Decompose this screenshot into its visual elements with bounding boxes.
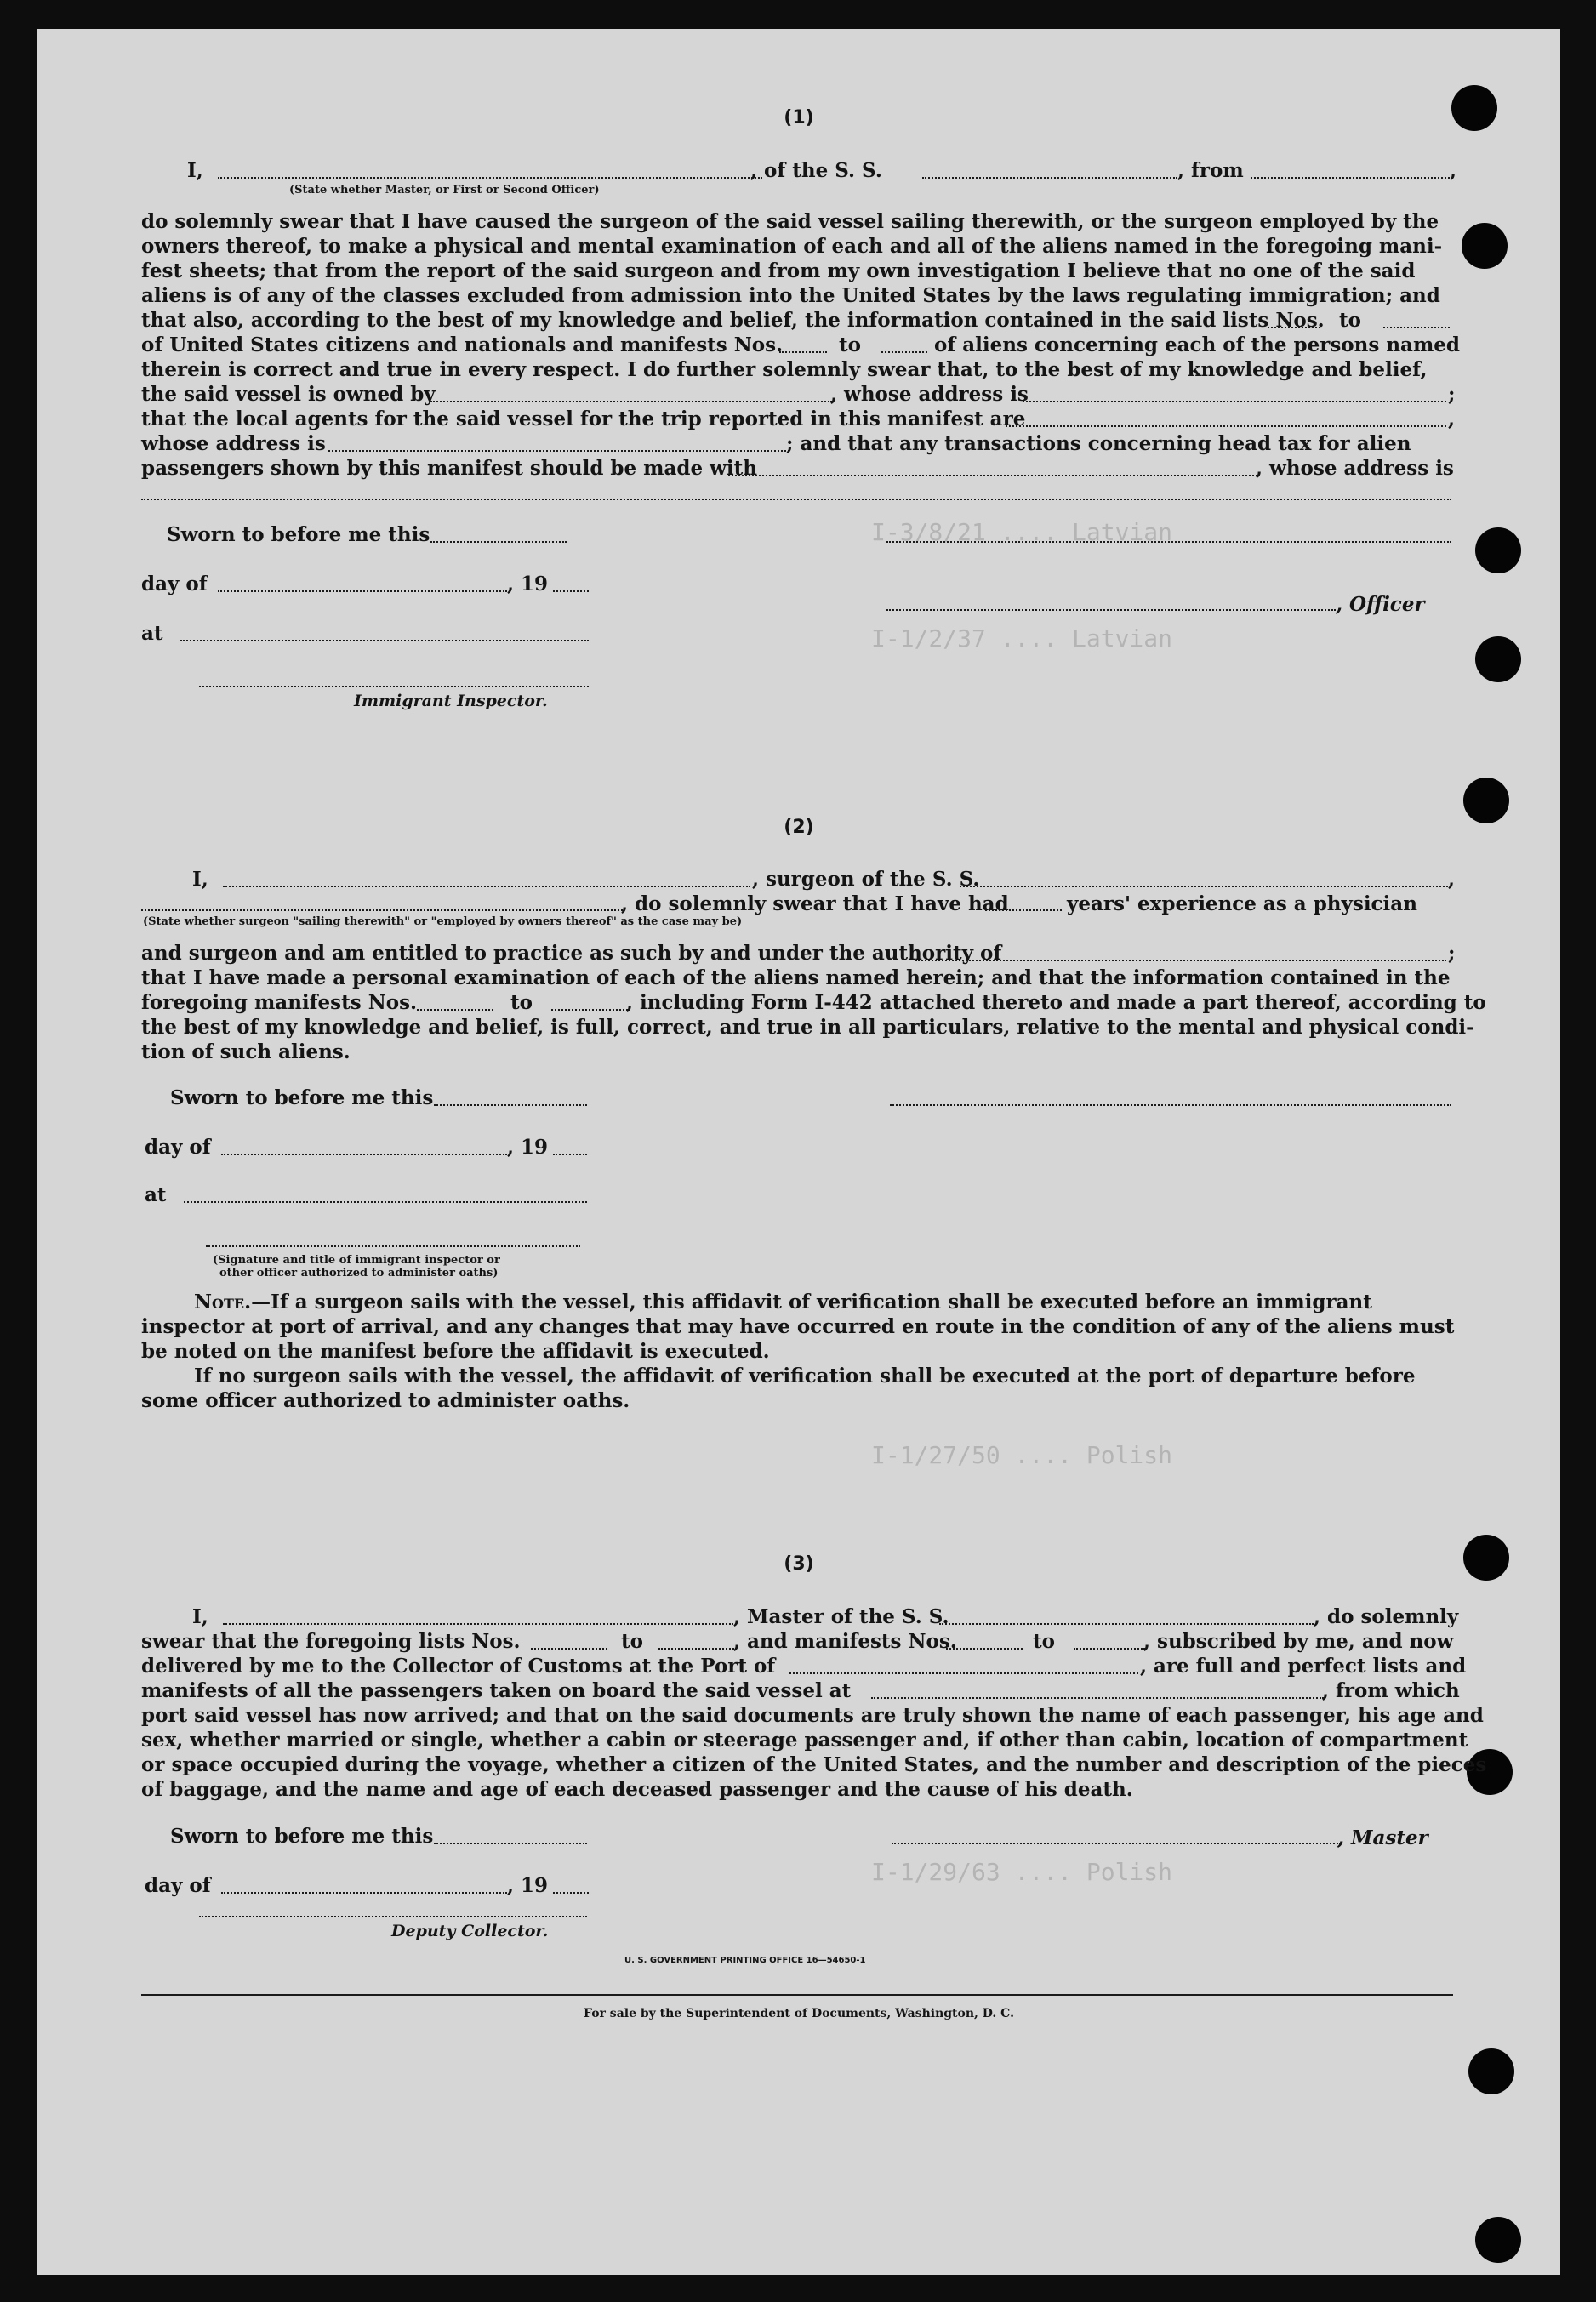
sale-notice: For sale by the Superintendent of Documents, Washington, D. C.	[584, 2007, 1014, 2020]
s3-taken-rest: , from which	[1322, 1679, 1460, 1702]
s1-month-field[interactable]	[218, 590, 507, 592]
s3-master-label: , Master	[1337, 1826, 1428, 1849]
s1-from-field[interactable]	[1251, 177, 1450, 179]
s1-sworn-day-field[interactable]	[430, 541, 567, 543]
punch-hole	[1475, 2217, 1521, 2263]
s3-master-signature-field[interactable]	[892, 1843, 1341, 1844]
s1-agents-address-field[interactable]	[328, 450, 789, 452]
s1-owner-address-field[interactable]	[1023, 401, 1446, 402]
s2-authority-end: ;	[1448, 942, 1456, 965]
s1-body-line: aliens is of any of the classes excluded from admission into the United States by the laws regulating immigration; and	[141, 284, 1440, 307]
s1-year-field[interactable]	[553, 590, 589, 592]
s2-note-line-3: be noted on the manifest before the affidavit is executed.	[141, 1340, 770, 1363]
s2-note-line-2: inspector at port of arrival, and any changes that may have occurred en route in the condition of any of the aliens must	[141, 1315, 1455, 1338]
s1-manifests-text: of United States citizens and nationals and manifests Nos.	[141, 333, 784, 356]
s1-body-line: fest sheets; that from the report of the said surgeon and from my own investigation I believe that no one of the said	[141, 259, 1416, 282]
s2-tion-line: tion of such aliens.	[141, 1040, 351, 1063]
s2-surgeon-status-field[interactable]	[141, 909, 623, 911]
s3-taken-text: manifests of all the passengers taken on board the said vessel at	[141, 1679, 852, 1702]
s2-surgeon-of: , surgeon of the S. S.	[752, 868, 980, 891]
s1-body-line: owners thereof, to make a physical and mental examination of each and all of the aliens named in the foregoing mani-	[141, 235, 1443, 258]
s1-agents-text: that the local agents for the said vessel for the trip reported in this manifest are	[141, 407, 1026, 430]
s1-agents-end: ,	[1448, 407, 1456, 430]
s3-lists-text: swear that the foregoing lists Nos.	[141, 1630, 521, 1653]
s2-note2-line-1: If no surgeon sails with the vessel, the affidavit of verification shall be executed at the port of departure before	[194, 1365, 1416, 1387]
s2-i: I,	[192, 868, 208, 891]
s1-whose-text: whose address is	[141, 432, 326, 455]
s2-note-label: Note.	[194, 1291, 252, 1313]
s1-officer-signature-field[interactable]	[886, 541, 1451, 543]
s1-from: , from	[1177, 159, 1244, 182]
s3-departure-port-field[interactable]	[871, 1697, 1324, 1699]
s1-lists-from-field[interactable]	[1268, 327, 1320, 328]
footer-rule	[141, 1994, 1453, 1996]
s1-day-of: day of	[141, 573, 208, 595]
s2-vessel-field[interactable]	[960, 886, 1448, 887]
s2-years-field[interactable]	[985, 909, 1062, 911]
s1-head-tax-field[interactable]	[728, 475, 1257, 476]
s3-master-of: , Master of the S. S.	[733, 1605, 949, 1628]
s2-foregoing-rest: , including Form I-442 attached thereto and made a part thereof, according to	[626, 991, 1486, 1014]
s3-lists-to-field[interactable]	[658, 1648, 737, 1650]
s2-surgeon-signature-field[interactable]	[890, 1104, 1451, 1106]
s3-sworn: Sworn to before me this	[170, 1825, 434, 1848]
s1-year: , 19	[507, 573, 549, 595]
s1-manifests-from-field[interactable]	[779, 351, 827, 353]
s1-officer-label: , Officer	[1336, 593, 1425, 616]
s1-owner-field[interactable]	[430, 401, 832, 402]
s3-manifests-from-field[interactable]	[946, 1648, 1023, 1650]
s3-year-field[interactable]	[553, 1892, 589, 1894]
s2-at: at	[145, 1183, 167, 1206]
s2-year: , 19	[507, 1136, 549, 1159]
punch-hole	[1462, 223, 1508, 269]
section-2-number: (2)	[784, 817, 814, 838]
s1-lists-to-field[interactable]	[1383, 327, 1450, 328]
s1-of-ss: , of the S. S.	[750, 159, 882, 182]
s1-owned-whose: , whose address is	[830, 383, 1029, 406]
punch-hole	[1475, 527, 1521, 573]
s1-manifests-to: to	[839, 333, 861, 356]
s3-day-of: day of	[145, 1874, 211, 1897]
s2-sig-caption-1: (Signature and title of immigrant inspector or	[213, 1254, 500, 1267]
s3-body-line: of baggage, and the name and age of each deceased passenger and the cause of his death.	[141, 1778, 1133, 1801]
s1-correct-line: therein is correct and true in every respect. I do further solemnly swear that, to the best of my knowledge and belief,	[141, 358, 1428, 381]
s2-foregoing-text: foregoing manifests Nos.	[141, 991, 418, 1014]
s2-comma: ,	[1448, 868, 1456, 891]
gpo-imprint: U. S. GOVERNMENT PRINTING OFFICE 16—54650-1	[624, 1956, 866, 1965]
punch-hole	[1468, 2048, 1514, 2094]
s3-year: , 19	[507, 1874, 549, 1897]
s1-lists-to: to	[1339, 309, 1361, 332]
s3-master-name-field[interactable]	[223, 1623, 733, 1625]
s2-sworn: Sworn to before me this	[170, 1086, 434, 1109]
s1-passengers-rest: , whose address is	[1256, 457, 1454, 480]
s1-manifests-to-field[interactable]	[881, 351, 927, 353]
s3-manifests-to: to	[1033, 1630, 1055, 1653]
punch-hole	[1475, 636, 1521, 682]
s3-body-line: port said vessel has now arrived; and that on the said documents are truly shown the name of each passenger, his age and	[141, 1704, 1484, 1727]
s1-head-tax-address-field[interactable]	[141, 499, 1451, 500]
s3-deputy-signature-field[interactable]	[199, 1916, 587, 1917]
s1-agents-field[interactable]	[1006, 425, 1446, 427]
s1-officer-caption: (State whether Master, or First or Second Officer)	[289, 184, 600, 197]
s1-whose-rest: ; and that any transactions concerning head tax for alien	[786, 432, 1411, 455]
s2-surgeon-name-field[interactable]	[223, 886, 750, 887]
s2-sig-caption-2: other officer authorized to administer oaths)	[219, 1267, 499, 1279]
s1-owned-end: ;	[1448, 383, 1456, 406]
s3-lists-to: to	[621, 1630, 643, 1653]
s1-comma: ,	[1450, 159, 1457, 182]
s2-years: years' experience as a physician	[1067, 892, 1417, 915]
s3-collector-rest: , are full and perfect lists and	[1140, 1655, 1467, 1678]
bleed-through-text: I-3/8/21 .... Latvian	[871, 518, 1173, 546]
s2-best-line: the best of my knowledge and belief, is full, correct, and true in all particulars, relative to the mental and physical condi-	[141, 1016, 1474, 1039]
s3-body-line: sex, whether married or single, whether a cabin or steerage passenger and, if other than cabin, location of compartment	[141, 1729, 1468, 1752]
s2-day-of: day of	[145, 1136, 211, 1159]
s2-at-field[interactable]	[184, 1201, 587, 1203]
section-1-number: (1)	[784, 107, 814, 128]
s3-port-field[interactable]	[789, 1672, 1138, 1674]
s3-body-line: or space occupied during the voyage, whether a citizen of the United States, and the number and description of the pieces	[141, 1753, 1487, 1776]
s1-passengers-text: passengers shown by this manifest should be made with	[141, 457, 757, 480]
s1-sworn: Sworn to before me this	[167, 523, 430, 546]
s2-manifests-to-field[interactable]	[551, 1009, 628, 1011]
s3-deputy-label: Deputy Collector.	[391, 1922, 549, 1940]
s2-exam-line: that I have made a personal examination of each of the aliens named herein; and that the information contained in the	[141, 966, 1451, 989]
s2-authority-field[interactable]	[915, 960, 1446, 961]
s2-swear: , do solemnly swear that I have had	[621, 892, 1009, 915]
s2-foregoing-to: to	[510, 991, 533, 1014]
s3-sworn-day-field[interactable]	[434, 1843, 587, 1844]
manifest-page	[37, 29, 1560, 2275]
s2-note2-line-2: some officer authorized to administer oaths.	[141, 1389, 630, 1412]
s1-officer-name-field[interactable]	[218, 177, 762, 179]
s1-manifests-rest: of aliens concerning each of the persons named	[934, 333, 1461, 356]
s1-owned-text: the said vessel is owned by	[141, 383, 436, 406]
s3-lists-from-field[interactable]	[531, 1648, 607, 1650]
s1-inspector-label: Immigrant Inspector.	[354, 692, 548, 710]
s1-vessel-field[interactable]	[922, 177, 1177, 179]
s3-manifests-to-field[interactable]	[1074, 1648, 1145, 1650]
s1-lists-text: that also, according to the best of my knowledge and belief, the information contained in the said lists Nos.	[141, 309, 1325, 332]
s3-collector-text: delivered by me to the Collector of Customs at the Port of	[141, 1655, 776, 1678]
bleed-through-text: I-1/27/50 .... Polish	[871, 1441, 1173, 1469]
s2-manifests-from-field[interactable]	[417, 1009, 493, 1011]
s1-body-line: do solemnly swear that I have caused the surgeon of the said vessel sailing therewith, or the surgeon employed by the	[141, 210, 1439, 233]
s2-status-caption: (State whether surgeon "sailing therewith" or "employed by owners thereof" as the case may be)	[143, 915, 743, 928]
s2-month-field[interactable]	[221, 1154, 507, 1155]
s2-inspector-signature-field[interactable]	[206, 1245, 580, 1247]
s1-officer-title-field[interactable]	[886, 609, 1336, 611]
s3-i: I,	[192, 1605, 208, 1628]
s2-sworn-day-field[interactable]	[434, 1104, 587, 1106]
s2-note-text: —If a surgeon sails with the vessel, this affidavit of verification shall be executed before an immigrant	[251, 1291, 1372, 1313]
s3-solemnly: , do solemnly	[1314, 1605, 1459, 1628]
s2-authority-text: and surgeon and am entitled to practice as such by and under the authority of	[141, 942, 1002, 965]
s1-inspector-signature-field[interactable]	[199, 686, 589, 687]
s3-subscribed: , subscribed by me, and now	[1143, 1630, 1454, 1653]
s3-manifests: , and manifests Nos.	[733, 1630, 957, 1653]
bleed-through-text: I-1/29/63 .... Polish	[871, 1858, 1173, 1886]
section-3-number: (3)	[784, 1553, 814, 1575]
s1-at: at	[141, 622, 163, 645]
bleed-through-text: I-1/2/37 .... Latvian	[871, 624, 1173, 652]
s2-note-line-1	[194, 1290, 1372, 1314]
s1-i: I,	[187, 159, 203, 182]
s3-month-field[interactable]	[221, 1892, 507, 1894]
s1-at-field[interactable]	[180, 640, 589, 641]
s3-vessel-field[interactable]	[939, 1623, 1314, 1625]
s2-year-field[interactable]	[553, 1154, 587, 1155]
